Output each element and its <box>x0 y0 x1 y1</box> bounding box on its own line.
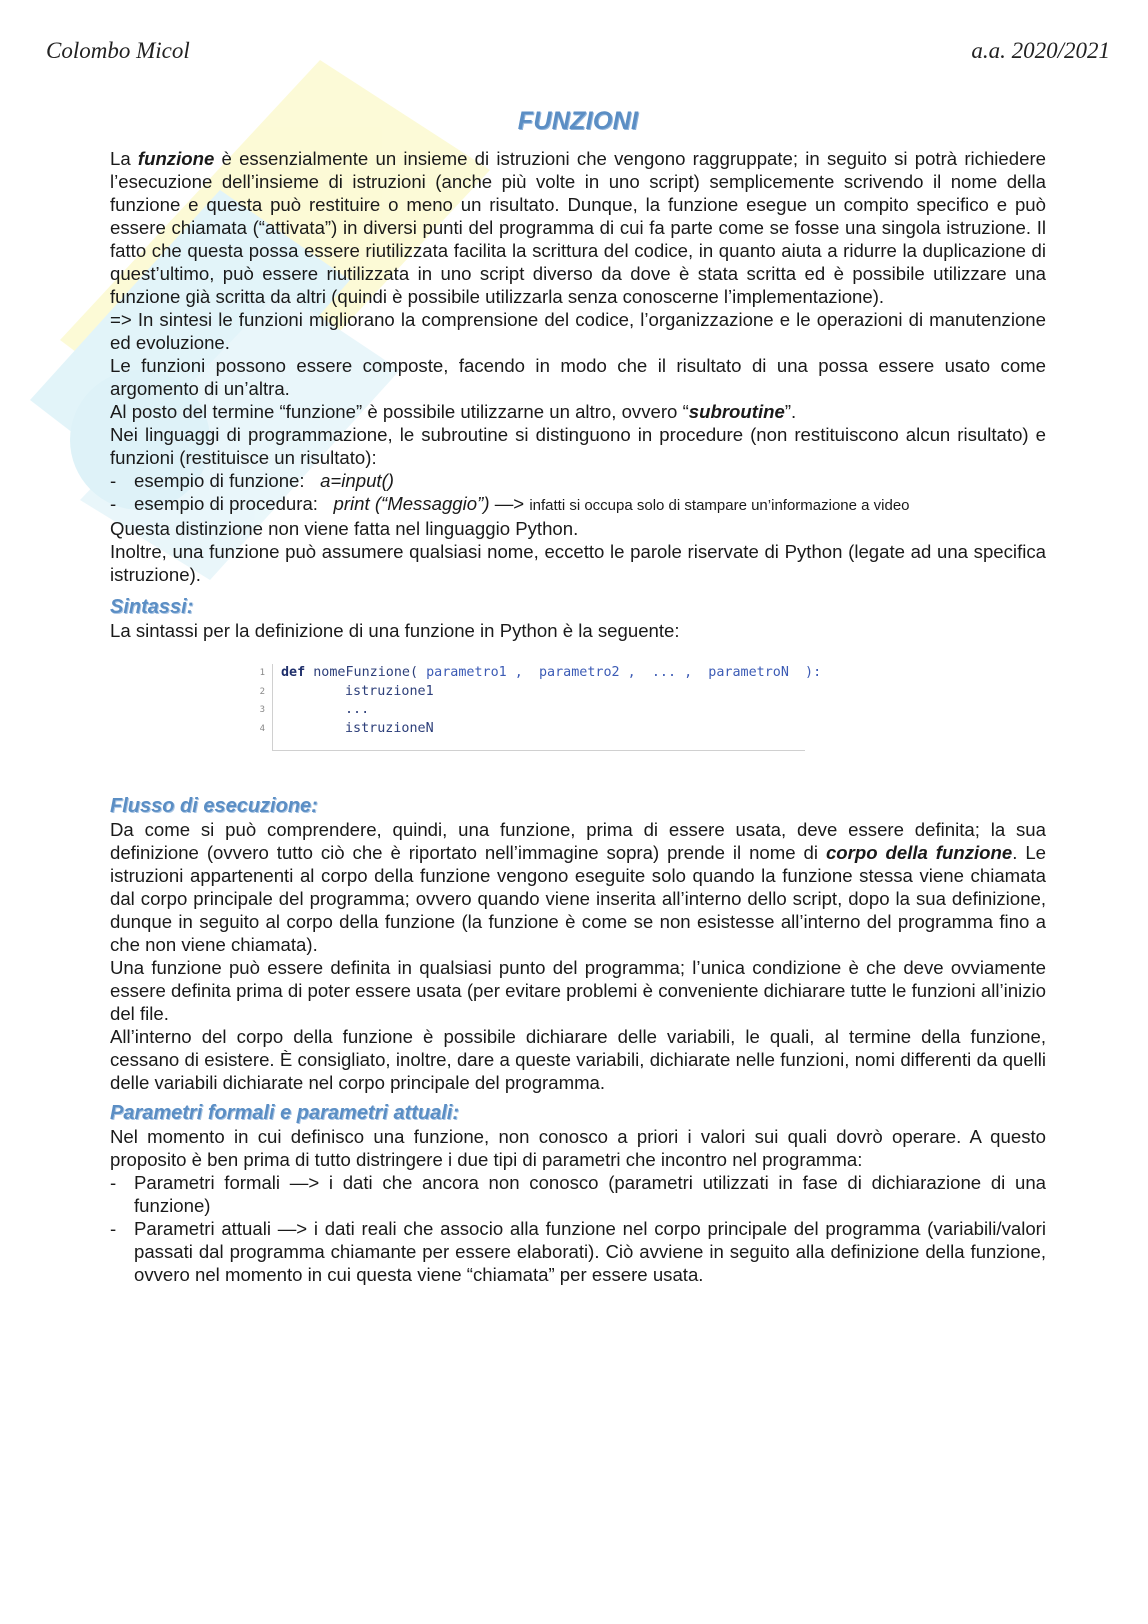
syntax-heading: Sintassi: <box>110 596 194 618</box>
code-line: 4 istruzioneN <box>259 720 434 736</box>
code-line: 3 ... <box>259 702 370 717</box>
list-item: - Parametri attuali —> i dati reali che associo alla funzione nel corpo principale del programma (variabili/valori passati dal programma chiamante per essere elaborati). Ciò avviene in seguito alla definizione della funzione, ovvero nel momento in cui questa viene “chiamata” per essere usata. <box>110 1218 1046 1285</box>
procedures-paragraph: Nei linguaggi di programmazione, le subroutine si distinguono in procedure (non restituiscono alcun risultato) e funzioni (restituisce un risultato): <box>110 424 1046 468</box>
flow-heading: Flusso di esecuzione: <box>110 795 318 817</box>
composition-paragraph: Le funzioni possono essere composte, facendo in modo che il risultato di una possa essere usato come argomento di un’altra. <box>110 355 1046 399</box>
example-code: a=input() <box>320 470 394 491</box>
definition-paragraph: Una funzione può essere definita in qualsiasi punto del programma; l’unica condizione è che deve ovviamente essere definita prima di poter essere usata (per evitare problemi è conveniente dichiarare tutte le funzioni all’inizio del file. <box>110 957 1046 1024</box>
list-item: - esempio di funzione: a=input() <box>110 470 394 491</box>
page-header <box>46 38 1110 68</box>
params-list <box>110 1171 1046 1286</box>
reserved-words-paragraph: Inoltre, una funzione può assumere qualsiasi nome, eccetto le parole riservate di Python (legate ad una specifica istruzione). <box>110 541 1046 585</box>
summary-paragraph: => In sintesi le funzioni migliorano la comprensione del codice, l’organizzazione e le operazioni di manutenzione ed evoluzione. <box>110 309 1046 353</box>
flow-paragraph: Da come si può comprendere, quindi, una funzione, prima di essere usata, deve essere definita; la sua definizione (ovvero tutto ciò che è riportato nell’immagine sopra) prende il nome di corpo della funzione. Le istruzioni appartenenti al corpo della funzione vengono eseguite solo quando la funzione stessa viene chiamata dal corpo principale del programma; ovvero quando viene inserita all’interno dello script, dopo la sua definizione, dunque in seguito al corpo della funzione (la funzione è come se non esistesse all’interno del programma fino a che non viene chiamata). <box>110 819 1047 955</box>
list-item: - Parametri formali —> i dati che ancora non conosco (parametri utilizzati in fase di dichiarazione di una funzione) <box>110 1172 1046 1216</box>
params-paragraph: Nel momento in cui definisco una funzione, non conosco a priori i valori sui quali dovrò operare. A questo proposito è ben prima di tutto distringere i due tipi di parametri che incontro nel programma: <box>110 1126 1046 1170</box>
example-code: print (“Messaggio”) <box>333 493 490 514</box>
page-title: FUNZIONI <box>517 107 639 135</box>
list-item: - esempio di procedura: print (“Messaggio”) —> infatti si occupa solo di stampare un’informazione a video <box>110 493 910 514</box>
term-funzione: funzione <box>137 148 215 169</box>
subroutine-paragraph: Al posto del termine “funzione” è possibile utilizzarne un altro, ovvero “subroutine”. <box>110 401 797 422</box>
example-note: infatti si occupa solo di stampare un’informazione a video <box>529 497 910 514</box>
term-subroutine: subroutine <box>688 401 785 422</box>
python-note: Questa distinzione non viene fatta nel linguaggio Python. <box>110 518 579 539</box>
intro-paragraph: La funzione è essenzialmente un insieme di istruzioni che vengono raggruppate; in seguito si potrà richiedere l’esecuzione dell’insieme di istruzioni (anche più volte in uno script) semplicemente scrivendo il nome della funzione e questa può restituire o meno un risultato. Dunque, la funzione esegue un compito specifico e può essere chiamata (“attivata”) in diversi punti del programma di cui fa parte come se fosse una singola istruzione. Il fatto che questa possa essere riutilizzata facilita la scrittura del codice, in quanto aiuta a ridurre la duplicazione di quest’ultimo, può essere riutilizzata in uno script diverso da dove è stata scritta ed è possibile utilizzare una funzione già scritta da altri (quindi è possibile utilizzarla senza conoscerne l’implementazione). <box>110 148 1046 307</box>
variables-paragraph: All’interno del corpo della funzione è possibile dichiarare delle variabili, le quali, al termine della funzione, cessano di esistere. È consigliato, inoltre, dare a queste variabili, dichiarate nelle funzioni, nomi differenti da quelli delle variabili dichiarate nel corpo principale del programma. <box>110 1026 1046 1093</box>
code-block <box>259 664 822 751</box>
params-heading: Parametri formali e parametri attuali: <box>110 1102 460 1124</box>
author-name: Colombo Micol <box>46 38 190 63</box>
code-line: 2 istruzione1 <box>259 683 434 699</box>
syntax-text: La sintassi per la definizione di una funzione in Python è la seguente: <box>110 620 680 641</box>
examples-list <box>110 469 1046 517</box>
term-corpo-funzione: corpo della funzione <box>825 842 1013 863</box>
academic-year: a.a. 2020/2021 <box>971 38 1110 63</box>
code-line: 1 def nomeFunzione( parametro1 , parametro2 , ... , parametroN ): <box>259 665 822 680</box>
document-body <box>110 107 1047 1286</box>
